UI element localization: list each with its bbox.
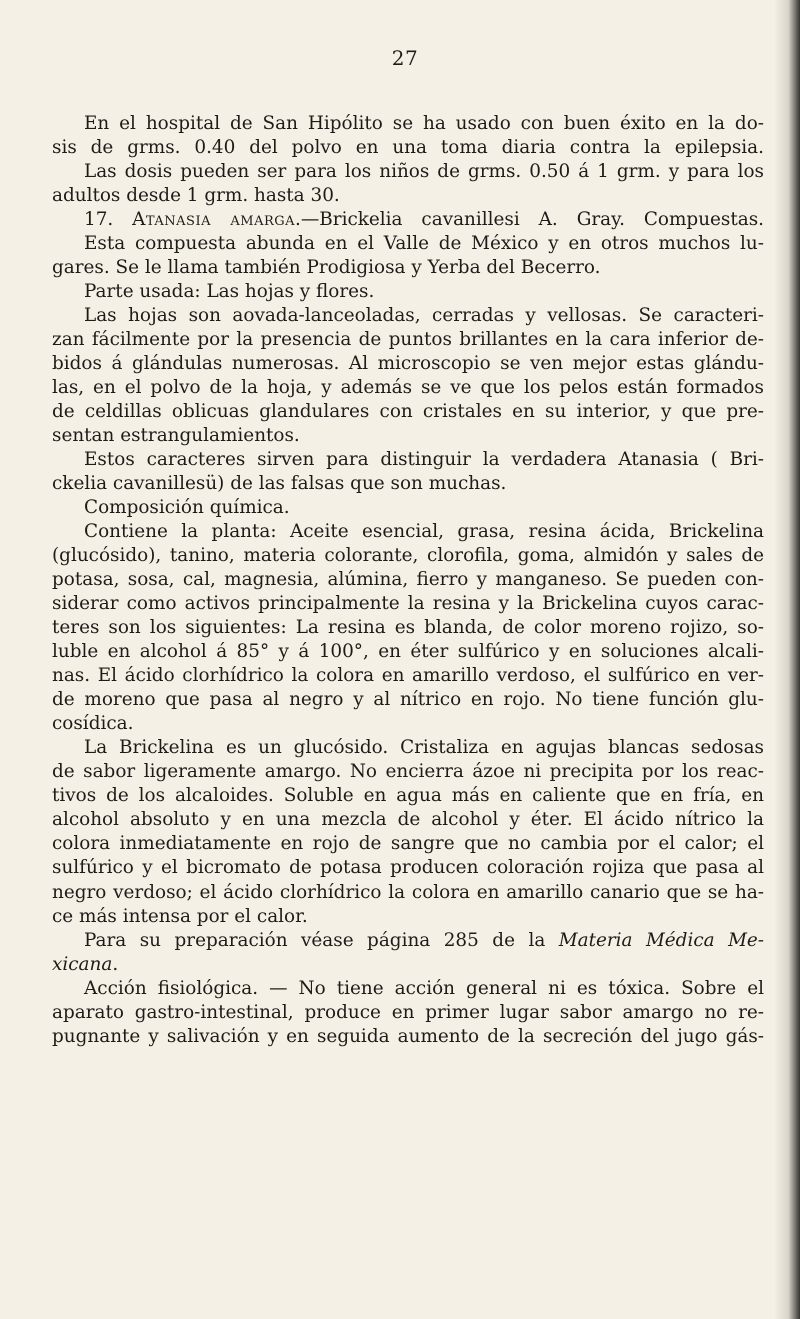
- page-number: 27: [391, 46, 419, 70]
- text-line: de sabor ligeramente amargo. No encierra ázoe ni precipita por los reac-: [52, 761, 764, 783]
- text-line: En el hospital de San Hipólito se ha usado con buen éxito en la do-: [84, 113, 764, 134]
- text-line: luble en alcohol á 85° y á 100°, en éter sulfúrico y en soluciones alcali-: [52, 641, 764, 663]
- page-edge-shadow: [774, 0, 800, 1319]
- text-line: sis de grms. 0.40 del polvo en una toma diaria contra la epilepsia.: [52, 137, 764, 159]
- text-line: de celdillas oblicuas glandulares con cristales en su interior, y que pre-: [52, 401, 764, 423]
- text-line: Las dosis pueden ser para los niños de grms. 0.50 á 1 grm. y para los: [84, 161, 764, 183]
- text-line: ckelia cavanillesü) de las falsas que son muchas.: [52, 473, 507, 495]
- text-line: adultos desde 1 grm. hasta 30.: [52, 185, 340, 207]
- text-line: potasa, sosa, cal, magnesia, alúmina, fierro y manganeso. Se pueden con-: [52, 569, 764, 591]
- text-line: Las hojas son aovada-lanceoladas, cerradas y vellosas. Se caracteri-: [84, 305, 764, 327]
- text-line: teres son los siguientes: La resina es blanda, de color moreno rojizo, so-: [52, 617, 764, 639]
- text-line: ce más intensa por el calor.: [52, 905, 308, 927]
- text-line: pugnante y salivación y en seguida aumento de la secreción del jugo gás-: [52, 1025, 764, 1047]
- text-line: Parte usada: Las hojas y flores.: [84, 281, 375, 303]
- text-line: (glucósido), tanino, materia colorante, clorofila, goma, almidón y sales de: [52, 545, 764, 567]
- entry-heading-line: 17. Atanasia amarga.—Brickelia cavanillesi A. Gray. Compuestas.: [84, 209, 764, 231]
- text-line: Composición química.: [84, 497, 290, 519]
- text-line: cosídica.: [52, 713, 134, 735]
- text-line: nas. El ácido clorhídrico la colora en amarillo verdoso, el sulfúrico en ver-: [52, 665, 764, 687]
- text-line: negro verdoso; el ácido clorhídrico la colora en amarillo canario que se ha-: [52, 881, 764, 903]
- text-line: colora inmediatamente en rojo de sangre que no cambia por el calor; el: [52, 833, 764, 855]
- body-text: [52, 112, 764, 1049]
- text-line: sulfúrico y el bicromato de potasa producen coloración rojiza que pasa al: [52, 857, 764, 879]
- text-line: Contiene la planta: Aceite esencial, grasa, resina ácida, Brickelina: [84, 521, 764, 543]
- book-title: Materia Médica Me-: [558, 929, 764, 951]
- text-line: sentan estrangulamientos.: [52, 425, 300, 447]
- text-line: xicana.: [52, 953, 119, 975]
- text-line: de moreno que pasa al negro y al nítrico en rojo. No tiene función glu-: [52, 689, 764, 711]
- text-line: bidos á glándulas numerosas. Al microscopio se ven mejor estas glándu-: [52, 353, 764, 375]
- text-line: tivos de los alcaloides. Soluble en agua más en caliente que en fría, en: [52, 785, 764, 807]
- text-line: las, en el polvo de la hoja, y además se ve que los pelos están formados: [52, 377, 764, 399]
- text-line: Para su preparación véase página 285 de la Materia Médica Me-: [84, 929, 764, 951]
- text-line: La Brickelina es un glucósido. Cristaliza en agujas blancas sedosas: [84, 737, 764, 759]
- text-line: zan fácilmente por la presencia de puntos brillantes en la cara inferior de-: [52, 329, 764, 351]
- text-line: gares. Se le llama también Prodigiosa y Yerba del Becerro.: [52, 257, 601, 279]
- text-line: alcohol absoluto y en una mezcla de alcohol y éter. El ácido nítrico la: [52, 809, 764, 831]
- text-line: siderar como activos principalmente la resina y la Brickelina cuyos carac-: [52, 593, 764, 615]
- entry-heading: Atanasia amarga: [132, 209, 296, 231]
- text-line: Esta compuesta abunda en el Valle de México y en otros muchos lu-: [84, 233, 764, 255]
- text-line: aparato gastro-intestinal, produce en primer lugar sabor amargo no re-: [52, 1001, 764, 1023]
- book-title: xicana: [52, 953, 113, 975]
- text-line: Estos caracteres sirven para distinguir la verdadera Atanasia ( Bri-: [84, 449, 764, 471]
- text-line: Acción fisiológica. — No tiene acción general ni es tóxica. Sobre el: [84, 977, 764, 999]
